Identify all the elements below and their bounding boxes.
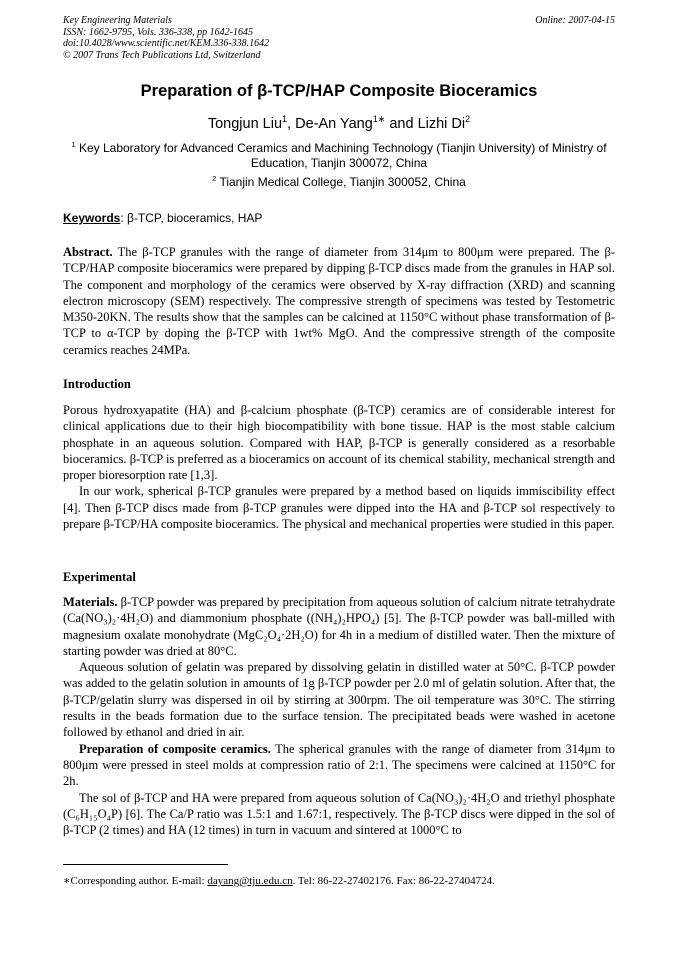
journal-name: Key Engineering Materials (63, 15, 172, 26)
affiliation (63, 175, 615, 190)
paragraph: The sol of β-TCP and HA were prepared from aqueous solution of Ca(NO₃)₂·4H₂O and triethyl phosphate (C₆H₁₅O₄P) [6]. The Ca/P ratio was 1.5:1 and 1.67:1, respectively. The β-TCP discs were dipped in the sol of β-TCP (2 times) and HA (12 times) in turn in vacuum and sintered at 1000°C to (63, 790, 615, 838)
preparation-text: The spherical granules with the range of diameter from 314μm to 800μm were pressed in steel molds at compression ratio of 2:1. The specimens were calcined at 1150°C for 2h. (63, 741, 615, 789)
author-name: De-An Yang (295, 116, 373, 132)
materials-label: Materials. (63, 595, 118, 609)
affiliation-mark: 2 (212, 174, 217, 183)
materials-text: β-TCP powder was prepared by precipitation from aqueous solution of calcium nitrate tetrahydrate (Ca(NO₃)₂·4H₂O) and diammonium phosphate ((NH₄)₂HPO₄) [5]. The β-TCP powder was ball-milled with magnesium oxalate monohydrate (MgC₂O₄·2H₂O) for 4h in a medium of distilled water. Then the mixture of starting powder was dried at 80°C. (63, 595, 615, 658)
email-link[interactable]: dayang@tju.edu.cn (207, 875, 293, 887)
paragraph: Porous hydroxyapatite (HA) and β-calcium phosphate (β-TCP) ceramics are of considerable interest for clinical applications due to their high biocompatibility with bone tissue. HAP is the most stable calcium phosphate in an aqueous solution. Compared with HAP, β-TCP is generally considered as a resorbable bioceramics. β-TCP is preferred as a bioceramics on account of its chemical stability, mechanical strength and proper bioresorption rate [1,3]. (63, 403, 615, 483)
footnote-prefix: ∗Corresponding author. E-mail: (63, 875, 208, 887)
affiliation-mark: 1 (71, 140, 76, 149)
abstract (63, 244, 615, 358)
affiliation (63, 141, 615, 171)
paper-title: Preparation of β-TCP/HAP Composite Bioceramics (140, 82, 538, 100)
abstract-text: The β-TCP granules with the range of diameter from 314μm to 800μm were prepared. The β-TCP/HAP composite bioceramics were prepared by dipping β-TCP discs made from the granules in HAP sol. The component and morphology of the ceramics were observed by X-ray diffraction (XRD) and scanning electron microscopy (SEM) respectively. The compressive strength of specimens was tested by Testometric M350-20KN. The results show that the samples can be calcined at 1150°C without phase transformation of β-TCP to α-TCP by doping the β-TCP with 1wt% MgO. And the compressive strength of the composite ceramics reaches 24MPa. (63, 245, 615, 357)
author-separator: and (385, 116, 418, 132)
paragraph: In our work, spherical β-TCP granules were prepared by a method based on liquids immiscibility effect [4]. Then β-TCP discs made from β-TCP granules were dipped into the HA and β-TCP sol respectively to prepare β-TCP/HA composite bioceramics. The physical and mechanical properties were studied in this paper. (63, 484, 615, 532)
author-affil-mark: 1 (282, 114, 288, 124)
paragraph: Aqueous solution of gelatin was prepared by dissolving gelatin in distilled water at 50°C. β-TCP powder was added to the gelatin solution in amounts of 1g β-TCP powder per 2.0 ml of gelatin solution. After that, the β-TCP/gelatin slurry was dispersed in oil by stirring at 300rpm. The oil temperature was 30°C. The stirring results in the beads formation due to the surface tension. The precipitated beads were washed in acetone followed by ethanol and dried in air. (63, 660, 615, 740)
author-name: Lizhi Di (417, 116, 466, 132)
section-heading-introduction: Introduction (63, 377, 131, 391)
keywords (63, 211, 615, 225)
journal-header (63, 15, 615, 61)
author-separator: , (287, 116, 296, 132)
introduction-section (63, 402, 615, 532)
keywords-label: Keywords (63, 211, 121, 225)
footnote-suffix: . Tel: 86-22-27402176. Fax: 86-22-27404724. (292, 875, 495, 887)
issn-line: ISSN: 1662-9795, Vols. 336-338, pp 1642-1645 (63, 26, 253, 38)
preparation-label: Preparation of composite ceramics. (79, 741, 271, 756)
author-affil-mark: 1∗ (372, 114, 386, 124)
author-list (0, 116, 678, 132)
author-name: Tongjun Liu (207, 116, 283, 132)
experimental-section (63, 594, 615, 838)
doi-line: doi:10.4028/www.scientific.net/KEM.336-338.1642 (63, 38, 270, 49)
affiliation-text: Tianjin Medical College, Tianjin 300052, China (219, 175, 466, 189)
footnote-divider (63, 864, 228, 865)
corresponding-author-footnote (63, 874, 623, 887)
abstract-label: Abstract. (63, 245, 113, 259)
online-date: Online: 2007-04-15 (535, 15, 615, 26)
section-heading-experimental: Experimental (63, 570, 136, 584)
copyright-line: © 2007 Trans Tech Publications Ltd, Switzerland (63, 49, 261, 61)
author-affil-mark: 2 (465, 114, 471, 124)
affiliation-text: Key Laboratory for Advanced Ceramics and Machining Technology (Tianjin University) of Ministry of Education, Tianjin 300072, China (78, 141, 607, 170)
keywords-colon: : (120, 211, 124, 225)
keywords-text: β-TCP, bioceramics, HAP (123, 211, 263, 225)
